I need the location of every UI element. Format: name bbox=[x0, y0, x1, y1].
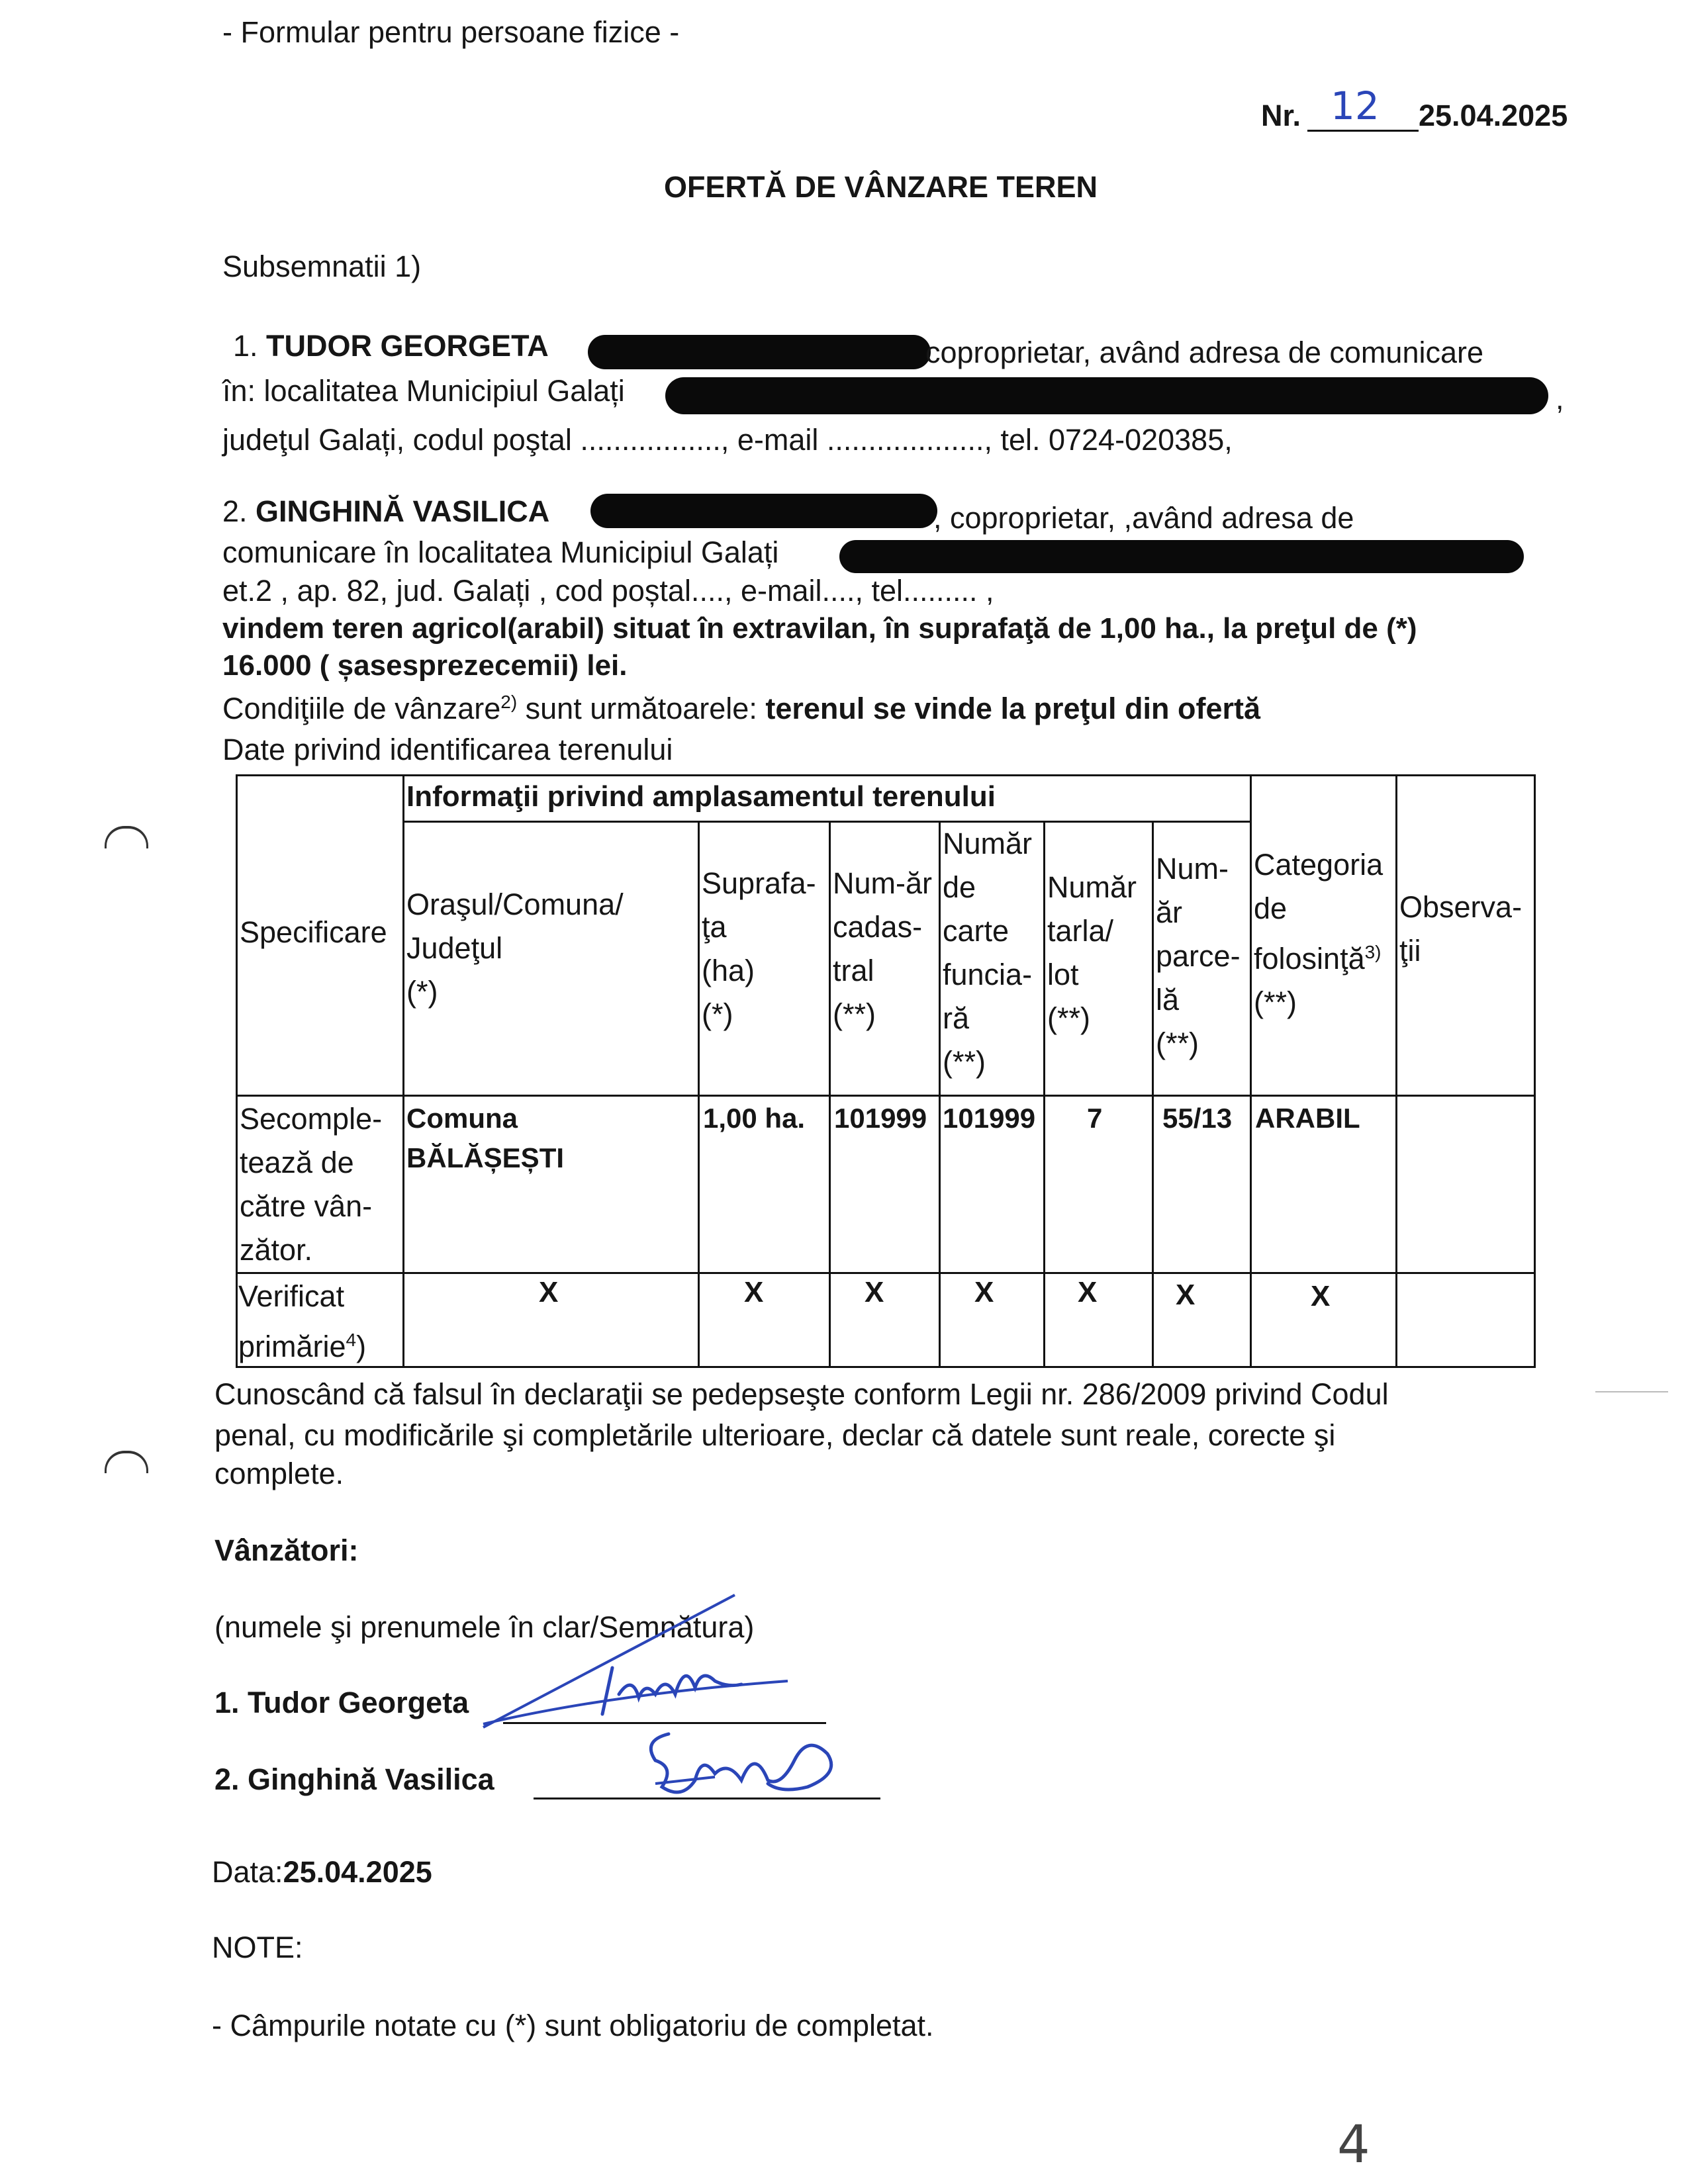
header-categoria-folosinta: Categoria de folosinţă$^{3)}$ (**) bbox=[1254, 848, 1383, 1019]
row1-parcela: 55/13 bbox=[1162, 1103, 1233, 1134]
row2-mark-tarla: X bbox=[1078, 1276, 1098, 1308]
table-border-bottom bbox=[236, 1366, 1536, 1368]
table-border-right bbox=[1534, 774, 1536, 1368]
row1-label: Secomple- tează de către vân- zător. bbox=[240, 1102, 383, 1267]
seller2-name: GINGHINĂ VASILICA bbox=[256, 494, 550, 528]
categoria-footnote: 3) bbox=[1364, 942, 1382, 962]
offer-line-1: vindem teren agricol(arabil) situat în extravilan, în suprafaţă de 1,00 ha., la preţul de (*) bbox=[222, 612, 1417, 645]
header-numar-cadastral: Num-ăr cadas- tral (**) bbox=[833, 866, 933, 1031]
seller2-prefix: 2. bbox=[222, 494, 248, 528]
row1-categoria: ARABIL bbox=[1255, 1103, 1360, 1134]
header-observatii: Observa- ţii bbox=[1399, 890, 1523, 968]
note-1: - Câmpurile notate cu (*) sunt obligatoriu de completat. bbox=[212, 2009, 934, 2042]
notes-heading: NOTE: bbox=[212, 1931, 303, 1964]
declaration-line-3: complete. bbox=[214, 1457, 344, 1490]
page-number-handwritten: 4 bbox=[1337, 2115, 1370, 2175]
punch-hole-top bbox=[105, 826, 148, 848]
redaction-seller2-cnp bbox=[590, 494, 937, 528]
date-line bbox=[212, 1854, 432, 1890]
conditions-value: terenul se vinde la preţul din ofertă bbox=[765, 692, 1261, 725]
date-label: Data: bbox=[212, 1855, 283, 1889]
row2-mark-suprafata: X bbox=[744, 1276, 764, 1308]
seller2-contact-line: et.2 , ap. 82, jud. Galați , cod poștal...., e-mail...., tel......... , bbox=[222, 574, 994, 608]
conditions-footnote: 2) bbox=[500, 692, 518, 712]
col-divider-4 bbox=[939, 821, 941, 1368]
signature-2-image bbox=[635, 1721, 854, 1813]
row2-mark-carte: X bbox=[974, 1276, 994, 1308]
col-divider-7 bbox=[1250, 774, 1252, 1368]
row2-mark-categoria: X bbox=[1311, 1280, 1331, 1312]
signatory-1: 1. Tudor Georgeta bbox=[214, 1686, 469, 1719]
header-numar-tarla-lot: Număr tarla/ lot (**) bbox=[1047, 870, 1137, 1035]
signature-instruction: (numele şi prenumele în clar/Semnătura) bbox=[214, 1610, 755, 1644]
conditions-label: Condiţiile de vânzare bbox=[222, 692, 501, 725]
row1-carte-funciara: 101999 bbox=[943, 1103, 1036, 1134]
table-caption: Date privind identificarea terenului bbox=[222, 733, 673, 766]
document-number-label bbox=[1261, 98, 1301, 134]
sellers-heading: Vânzători: bbox=[214, 1533, 359, 1567]
declaration-line-1: Cunoscând că falsul în declaraţii se pedepseşte conform Legii nr. 286/2009 privind Codul bbox=[214, 1377, 1389, 1411]
col-divider-2 bbox=[698, 821, 700, 1368]
signature-1-image bbox=[477, 1582, 808, 1741]
seller1-address-suffix: , bbox=[1556, 382, 1564, 416]
land-identification-table bbox=[236, 774, 1536, 1368]
row1-cadastral: 101999 bbox=[834, 1103, 927, 1134]
seller1-role: coproprietar, având adresa de comunicare bbox=[925, 336, 1484, 369]
document-date: 25.04.2025 bbox=[1419, 99, 1568, 132]
redaction-seller2-address bbox=[839, 540, 1524, 573]
seller1-prefix: 1. bbox=[233, 329, 258, 363]
header-numar-parcela: Num- ăr parce- lă (**) bbox=[1156, 852, 1241, 1060]
row2-mark-parcela: X bbox=[1176, 1279, 1196, 1311]
header-oras-comuna-judet: Oraşul/Comuna/ Judeţul (*) bbox=[406, 887, 624, 1009]
col-divider-6 bbox=[1152, 821, 1154, 1368]
seller1-line1 bbox=[233, 328, 549, 364]
date-value: 25.04.2025 bbox=[283, 1855, 432, 1889]
form-type-header: - Formular pentru persoane fizice - bbox=[222, 15, 680, 49]
conditions-line bbox=[222, 691, 1260, 727]
table-border-top bbox=[236, 774, 1536, 776]
table-header-bottom bbox=[236, 1095, 1536, 1097]
col-divider-8 bbox=[1395, 774, 1397, 1368]
redaction-seller1-cnp bbox=[588, 335, 931, 369]
table-group-header: Informaţii privind amplasamentul terenului bbox=[406, 780, 996, 813]
header-numar-carte-funciara: Număr de carte funcia- ră (**) bbox=[943, 827, 1033, 1079]
declaration-line-2: penal, cu modificările şi completările ulterioare, declar că datele sunt reale, corecte şi bbox=[214, 1418, 1336, 1452]
header-suprafata: Suprafa- ţa (ha) (*) bbox=[702, 866, 816, 1031]
row2-mark-cadastral: X bbox=[865, 1276, 884, 1308]
document-title: OFERTĂ DE VÂNZARE TEREN bbox=[664, 170, 1098, 204]
seller2-address-prefix: comunicare în localitatea Municipiul Galați bbox=[222, 535, 779, 569]
seller1-address-prefix: în: localitatea Municipiul Galați bbox=[222, 374, 625, 408]
scan-artifact bbox=[1595, 1391, 1668, 1392]
table-group-header-bottom bbox=[402, 821, 1250, 823]
row2-label: Verificat primărie$^4$) bbox=[238, 1279, 367, 1363]
document-number-field bbox=[1307, 130, 1419, 132]
offer-line-2: 16.000 ( șasesprezecemii) lei. bbox=[222, 649, 628, 682]
intro-text: Subsemnatii 1) bbox=[222, 250, 422, 283]
punch-hole-bottom bbox=[105, 1451, 148, 1473]
seller2-line1 bbox=[222, 494, 549, 529]
col-divider-3 bbox=[829, 821, 831, 1368]
row1-oras: Comuna BĂLĂȘEȘTI bbox=[406, 1103, 565, 1173]
conditions-mid: sunt următoarele: bbox=[517, 692, 766, 725]
col-divider-5 bbox=[1043, 821, 1045, 1368]
table-row1-bottom bbox=[236, 1272, 1536, 1274]
number-label: Nr. bbox=[1261, 99, 1301, 132]
row1-tarla: 7 bbox=[1087, 1103, 1103, 1134]
seller1-name: TUDOR GEORGETA bbox=[266, 329, 549, 363]
row2-mark-oras: X bbox=[539, 1276, 559, 1308]
row1-suprafata: 1,00 ha. bbox=[703, 1103, 806, 1134]
redaction-seller1-address bbox=[665, 377, 1548, 414]
seller2-role: , coproprietar, ,având adresa de bbox=[933, 501, 1354, 535]
signatory-2: 2. Ginghină Vasilica bbox=[214, 1762, 494, 1796]
col-divider-1 bbox=[402, 774, 404, 1368]
header-specificare: Specificare bbox=[240, 915, 387, 949]
document-number-handwritten: 12 bbox=[1331, 83, 1380, 128]
seller1-contact-line: judeţul Galați, codul poştal ................., e-mail ..................., tel. 0724-020385, bbox=[222, 423, 1233, 457]
table-border-left bbox=[236, 774, 238, 1368]
